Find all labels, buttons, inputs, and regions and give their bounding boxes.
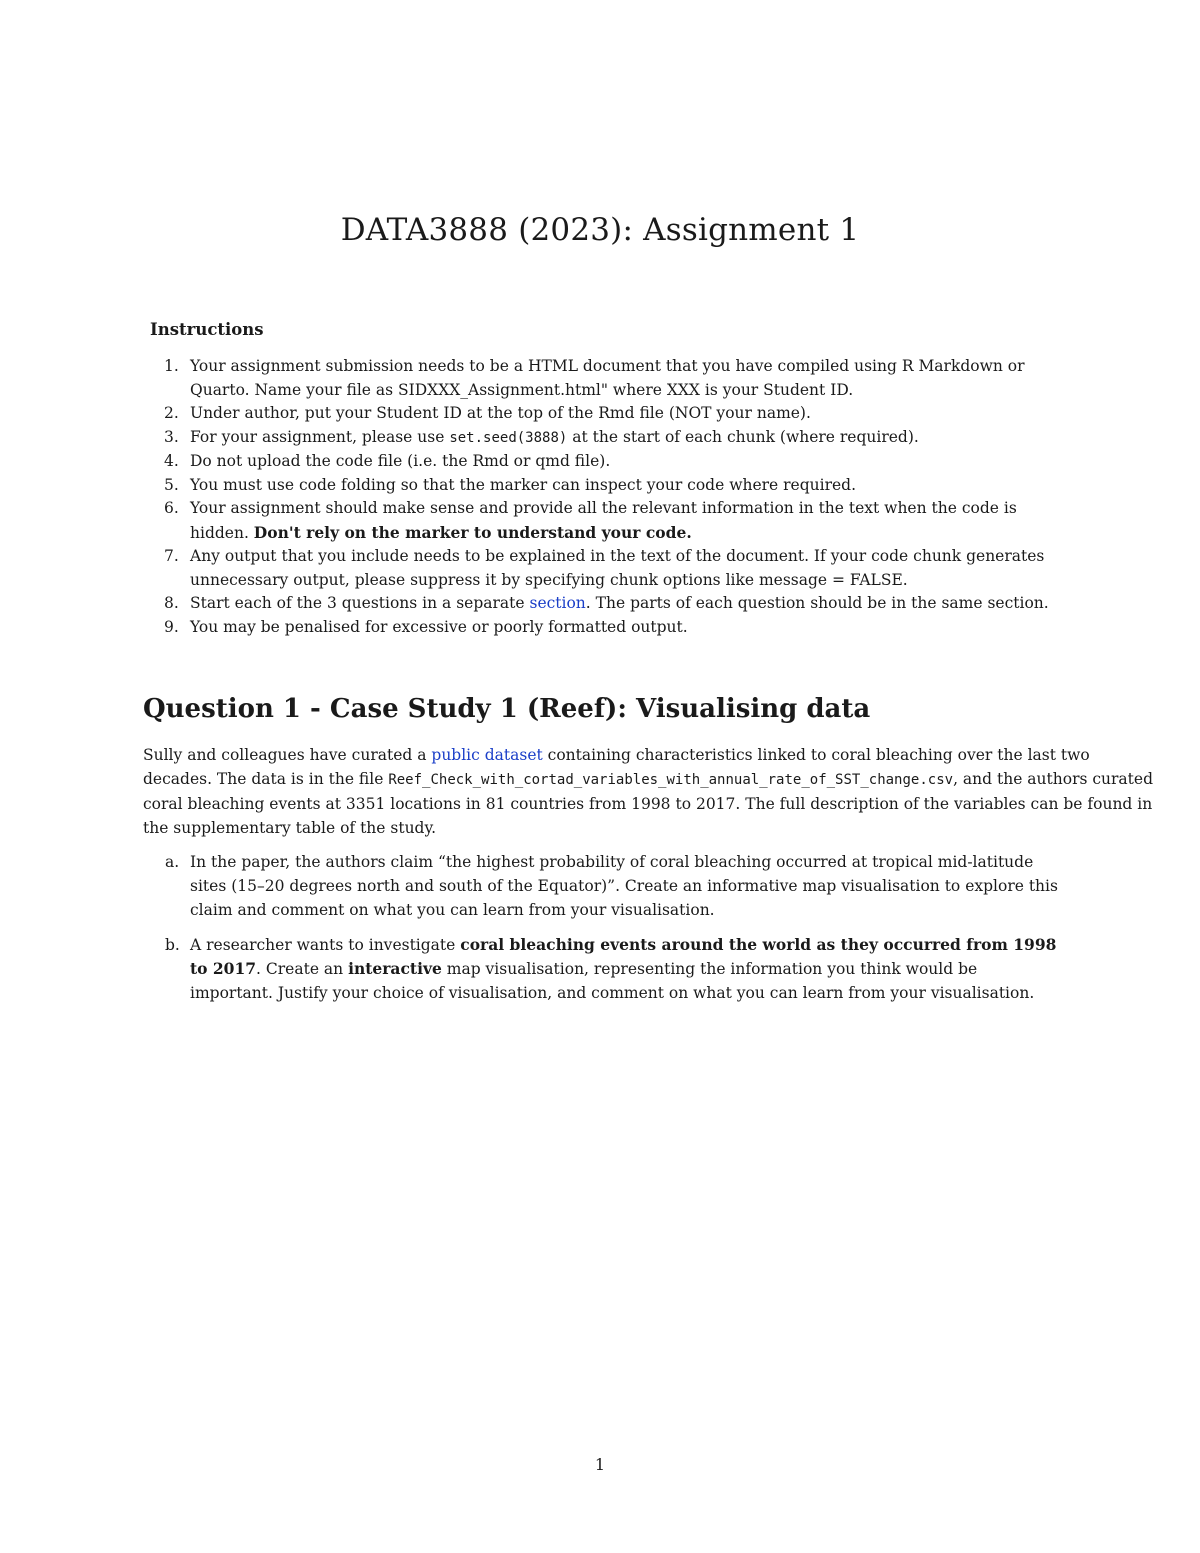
list-item [150,426,1070,451]
list-item [143,933,1063,1005]
item-text: You must use code folding so that the marker can inspect your code where required. [190,475,857,494]
part-text: A researcher wants to investigate [190,936,461,954]
instructions-heading: Instructions [150,320,264,339]
item-text: Start each of the 3 questions in a separate [190,594,530,612]
part-text: map visualisation, representing the information you think would be important. Justify your choice of visualisation, and comment on what you can learn from your visualisation. [190,960,1035,1002]
item-text: For your assignment, please use [190,427,450,446]
intro-text: Sully and colleagues have curated a [143,746,432,764]
page-number: 1 [594,1455,606,1474]
item-text: . The parts of each question should be in the same section. [585,594,1049,612]
intro-text: containing characteristics linked to coral bleaching over the last two decades. The data is in the file [143,746,1090,788]
emphasis-text: Don't rely on the marker to understand your code. [253,522,692,542]
question1-intro [143,743,1163,840]
item-number: 1. [164,357,179,375]
item-number: 8. [164,594,179,612]
item-number: 9. [164,617,179,636]
list-item [150,402,1070,426]
list-item [150,545,1070,592]
part-text: In the paper, the authors claim “the highest probability of coral bleaching occurred at tropical mid-latitude sites (15–20 degrees north and south of the Equator)”. Create an informative map visualisation to explore this claim and comment on what you can learn from your visualisation. [190,853,1058,919]
list-item [150,616,1070,640]
item-number: 3. [164,427,179,446]
item-text: Any output that you include needs to be explained in the text of the document. If your code chunk generates unnecessary output, please suppress it by specifying chunk options like message = FALSE. [190,547,1045,589]
list-item [150,592,1070,616]
list-item [143,850,1063,922]
list-item [150,474,1070,498]
instructions-list [150,355,1070,639]
emphasis-text: interactive [348,959,442,978]
item-text: You may be penalised for excessive or poorly formatted output. [190,617,688,636]
emphasis-text: coral bleaching events around the world as they occurred from 1998 to 2017 [190,935,1057,978]
public-dataset-link[interactable]: public dataset [431,746,543,764]
item-number: 4. [164,452,179,470]
intro-text: , and the authors curated coral bleaching events at 3351 locations in 81 countries from 1998 to 2017. The full description of the variables can be found in the supplementary table of the study. [143,770,1153,837]
section-link[interactable]: section [529,594,586,612]
item-number: 7. [164,547,179,565]
part-label: a. [165,853,180,871]
question1-parts [143,850,1063,1005]
item-number: 5. [164,475,179,494]
item-text: Do not upload the code file (i.e. the Rmd or qmd file). [190,452,611,470]
inline-code: set.seed(3888) [449,429,568,446]
item-text: Under author, put your Student ID at the top of the Rmd file (NOT your name). [190,404,811,422]
item-text: Your assignment submission needs to be a HTML document that you have compiled using R Markdown or Quarto. Name your file as SIDXXX_Assignment.html" where XXX is your Student ID. [190,357,1025,399]
part-label: b. [165,936,180,954]
dataset-filename: Reef_Check_with_cortad_variables_with_annual_rate_of_SST_change.csv [388,772,954,788]
item-number: 6. [164,499,179,517]
page-title: DATA3888 (2023): Assignment 1 [340,212,860,248]
question1-heading: Question 1 - Case Study 1 (Reef): Visualising data [143,694,871,724]
item-number: 2. [164,404,179,422]
list-item [150,497,1070,545]
item-text: at the start of each chunk (where required). [567,427,919,446]
part-text: . Create an [256,960,349,978]
item-text: Your assignment should make sense and provide all the relevant information in the text when the code is hidden. [190,499,1017,542]
list-item [150,450,1070,474]
list-item [150,355,1070,402]
